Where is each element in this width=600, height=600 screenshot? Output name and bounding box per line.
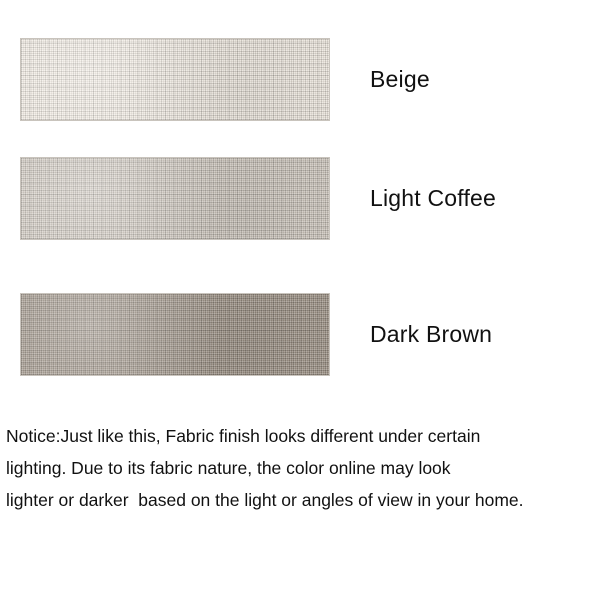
notice-line-2: lighting. Due to its fabric nature, the color online may look	[6, 458, 451, 478]
notice-paragraph	[6, 420, 596, 516]
fabric-swatch-icon	[20, 38, 330, 121]
swatch-row	[0, 38, 600, 121]
swatch-row	[0, 293, 600, 376]
swatch-label: Light Coffee	[370, 185, 497, 211]
swatch-label: Dark Brown	[370, 321, 493, 347]
weave-slub-overlay	[21, 294, 329, 375]
fabric-swatch-icon	[20, 157, 330, 240]
fabric-swatch-icon	[20, 293, 330, 376]
weave-slub-overlay	[21, 158, 329, 239]
swatch-label: Beige	[370, 66, 430, 92]
weave-slub-overlay	[21, 39, 329, 120]
notice-line-1: Notice:Just like this, Fabric finish looks different under certain	[6, 426, 481, 446]
notice-line-3: lighter or darker based on the light or angles of view in your home.	[6, 490, 524, 510]
swatch-row	[0, 157, 600, 240]
